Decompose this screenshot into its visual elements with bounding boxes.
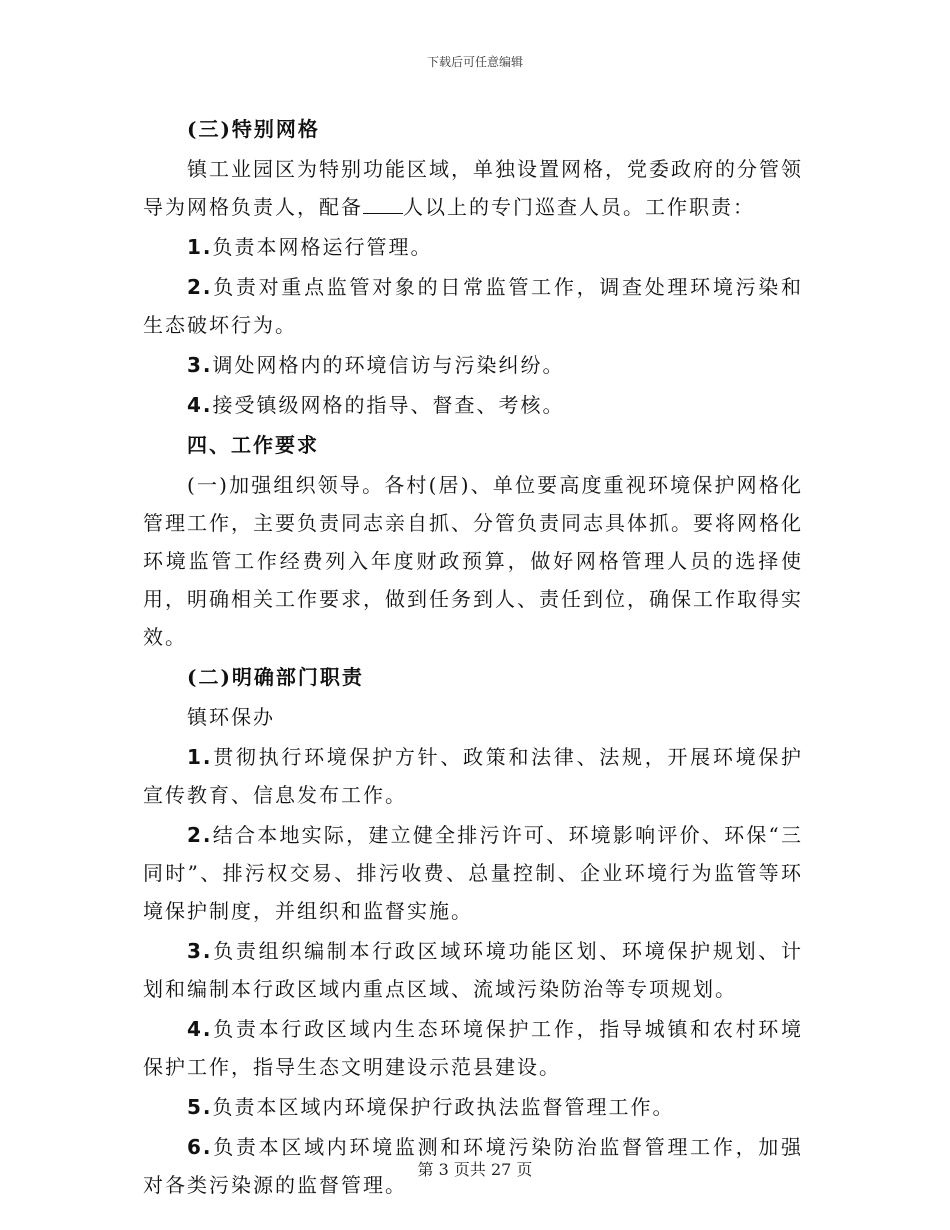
- list-item: [143, 1010, 803, 1086]
- item-text: 结合本地实际，建立健全排污许可、环境影响评价、环保“三同时”、排污权交易、排污收费、总量控制、企业环境行为监管等环境保护制度，并组织和监督实施。: [143, 823, 803, 923]
- item-text: 负责本网格运行管理。: [212, 235, 433, 259]
- page-footer: 第 3 页共 27 页: [417, 1160, 533, 1179]
- fill-in-blank: [363, 191, 403, 214]
- item-text: 负责对重点监管对象的日常监管工作，调查处理环境污染和生态破坏行为。: [143, 275, 803, 337]
- item-text: 负责本区域内环境监测和环境污染防治监督管理工作，加强对各类污染源的监督管理。: [143, 1135, 803, 1197]
- section-heading-special-grid: (三)特别网格: [187, 117, 320, 141]
- item-text: 接受镇级网格的指导、督查、考核。: [212, 393, 565, 417]
- item-text: 调处网格内的环境信访与污染纠纷。: [212, 353, 565, 377]
- list-item: [143, 268, 803, 344]
- item-text: 负责组织编制本行政区域环境功能区划、环境保护规划、计划和编制本行政区域内重点区域、流域污染防治等专项规划。: [143, 939, 803, 1001]
- paragraph-special-grid: [143, 150, 803, 226]
- document-body: [143, 110, 803, 1206]
- section-heading-work-requirements: 四、工作要求: [187, 433, 319, 457]
- page-header: 下载后可任意编辑: [426, 55, 523, 69]
- item-number: 2.: [187, 823, 213, 847]
- subsection-heading-department-duties: (二)明确部门职责: [187, 665, 364, 689]
- item-number: 4.: [187, 1017, 213, 1041]
- list-item: [143, 228, 803, 266]
- list-item: [143, 816, 803, 930]
- item-text: 贯彻执行环境保护方针、政策和法律、法规，开展环境保护宣传教育、信息发布工作。: [143, 745, 803, 807]
- item-number: 3.: [187, 353, 213, 377]
- paragraph-organization: (一)加强组织领导。各村(居)、单位要高度重视环境保护网格化管理工作，主要负责同志亲自抓、分管负责同志具体抓。要将网格化环境监管工作经费列入年度财政预算，做好网格管理人员的选择使用，明确相关工作要求，做到任务到人、责任到位，确保工作取得实效。: [143, 473, 803, 649]
- item-number: 4.: [187, 393, 213, 417]
- list-item: [143, 1088, 803, 1126]
- item-number: 1.: [187, 745, 213, 769]
- item-number: 6.: [187, 1135, 213, 1159]
- item-number: 3.: [187, 939, 213, 963]
- item-number: 2.: [187, 275, 213, 299]
- list-item: [143, 346, 803, 384]
- list-item: [143, 932, 803, 1008]
- item-number: 5.: [187, 1095, 213, 1119]
- list-item: [143, 386, 803, 424]
- item-number: 1.: [187, 235, 213, 259]
- item-text: 负责本区域内环境保护行政执法监督管理工作。: [212, 1095, 675, 1119]
- paragraph-text: 镇工业园区为特别功能区域，单独设置网格，党委政府的分管领导为网格负责人，配备: [143, 157, 803, 219]
- list-item: [143, 738, 803, 814]
- item-text: 负责本行政区域内生态环境保护工作，指导城镇和农村环境保护工作，指导生态文明建设示范县建设。: [143, 1017, 803, 1079]
- department-name: 镇环保办: [187, 705, 275, 729]
- paragraph-text: 人以上的专门巡查人员。工作职责：: [403, 195, 755, 219]
